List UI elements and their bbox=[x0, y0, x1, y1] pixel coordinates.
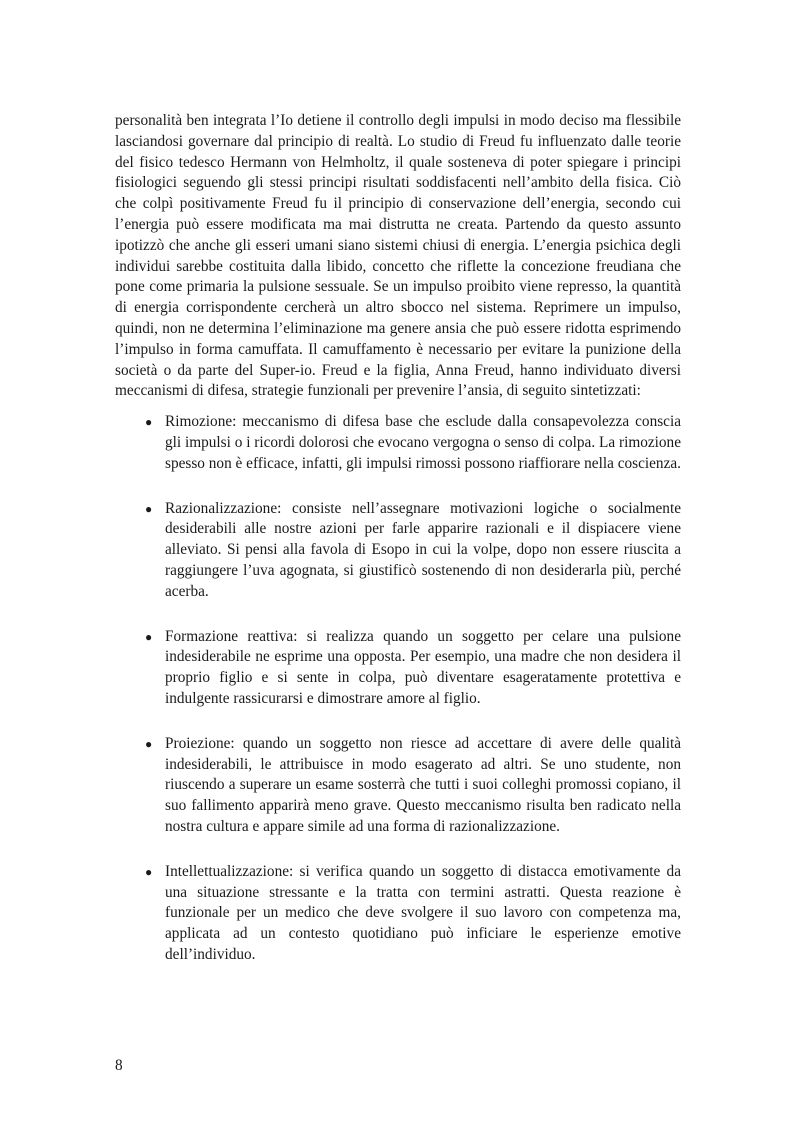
list-item-text: Razionalizzazione: consiste nell’assegnare motivazioni logiche o socialmente desiderabili alle nostre azioni per farle apparire razionali e il dispiacere viene alleviato. Si pensi alla favola di Esopo in cui la volpe, dopo non essere riuscita a raggiungere l’uva agognata, si giustificò sostenendo di non desiderarla più, perché acerba. bbox=[165, 499, 681, 600]
list-item-text: Intellettualizzazione: si verifica quando un soggetto di distacca emotivamente da una situazione stressante e la tratta con termini astratti. Questa reazione è funzionale per un medico che deve svolgere il suo lavoro con competenza ma, applicata ad un contesto quotidiano può inficiare le esperienze emotive dell’individuo. bbox=[165, 862, 681, 963]
page-content bbox=[115, 111, 681, 990]
list-item-text: Formazione reattiva: si realizza quando un soggetto per celare una pulsione indesiderabile ne esprime una opposta. Per esempio, una madre che non desidera il proprio figlio e si sente in colpa, può diventare esageratamente protettiva e indulgente rassicurarsi e dimostrare amore al figlio. bbox=[165, 627, 681, 707]
bullet-icon: ● bbox=[145, 501, 153, 516]
body-paragraph: personalità ben integrata l’Io detiene il controllo degli impulsi in modo deciso ma flessibile lasciandosi governare dal principio di realtà. Lo studio di Freud fu influenzato dalle teorie del fisico tedesco Hermann von Helmholtz, il quale sosteneva di poter spiegare i principi fisiologici seguendo gli stessi principi risultati soddisfacenti nell’ambito della fisica. Ciò che colpì positivamente Freud fu il principio di conservazione dell’energia, secondo cui l’energia può essere modificata ma mai distrutta ne creata. Partendo da questo assunto ipotizzò che anche gli esseri umani siano sistemi chiusi di energia. L’energia psichica degli individui sarebbe costituita dalla libido, concetto che riflette la concezione freudiana che pone come primaria la pulsione sessuale. Se un impulso proibito viene represso, la quantità di energia corrispondente cercherà un altro sbocco nel sistema. Reprimere un impulso, quindi, non ne determina l’eliminazione ma genere ansia che può essere ridotta esprimendo l’impulso in forma camuffata. Il camuffamento è necessario per evitare la punizione della società o da parte del Super-io. Freud e la figlia, Anna Freud, hanno individuato diversi meccanismi di difesa, strategie funzionali per prevenire l’ansia, di seguito sintetizzati: bbox=[115, 112, 681, 400]
list-item-text: Proiezione: quando un soggetto non riesce ad accettare di avere delle qualità indesiderabili, le attribuisce in modo esagerato ad altri. Se uno studente, non riuscendo a superare un esame sosterrà che tutti i suoi colleghi promossi copiano, il suo fallimento apparirà meno grave. Questo meccanismo risulta ben radicato nella nostra cultura e appare simile ad una forma di razionalizzazione. bbox=[165, 734, 681, 835]
defense-mechanisms-list bbox=[115, 412, 681, 966]
bullet-icon: ● bbox=[145, 736, 153, 751]
list-item-text: Rimozione: meccanismo di difesa base che esclude dalla consapevolezza conscia gli impulsi o i ricordi dolorosi che evocano vergogna o senso di colpa. La rimozione spesso non è efficace, infatti, gli impulsi rimossi possono riaffiorare nella coscienza. bbox=[165, 413, 681, 472]
page-number: 8 bbox=[115, 1057, 123, 1074]
list-item bbox=[115, 412, 681, 474]
list-item bbox=[115, 862, 681, 966]
list-item bbox=[115, 627, 681, 710]
bullet-icon: ● bbox=[145, 629, 153, 644]
list-item bbox=[115, 499, 681, 603]
bullet-icon: ● bbox=[145, 415, 153, 430]
list-item bbox=[115, 734, 681, 838]
bullet-icon: ● bbox=[145, 864, 153, 879]
